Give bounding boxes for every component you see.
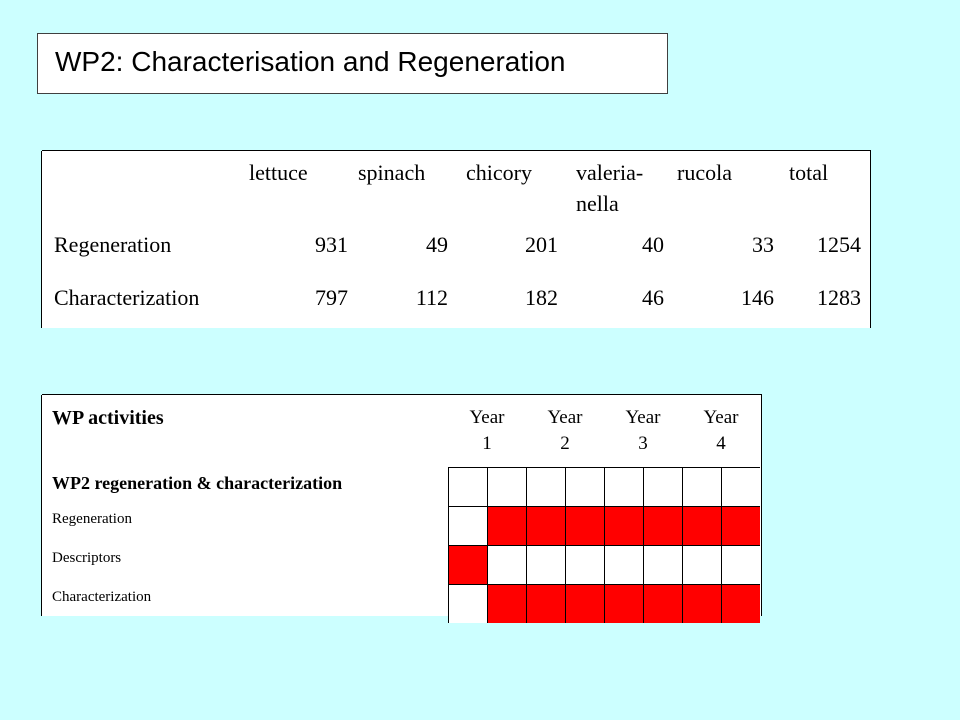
- year-4-label: Year: [703, 407, 739, 428]
- table-cell: 797: [315, 285, 348, 310]
- gantt-cell-active: [565, 584, 604, 623]
- gantt-cell: [526, 467, 565, 506]
- page-title: WP2: Characterisation and Regeneration: [55, 46, 566, 77]
- table-cell: 33: [752, 232, 774, 257]
- table-cell: 146: [741, 285, 774, 310]
- gantt-cell-active: [643, 506, 682, 545]
- section-label: WP2 regeneration & characterization: [52, 473, 343, 493]
- gantt-header-label: WP activities: [52, 407, 164, 429]
- table-cell: 46: [642, 285, 664, 310]
- year-2-header: [526, 405, 604, 457]
- year-4-header: [682, 405, 760, 457]
- row-label-regeneration: Regeneration: [54, 232, 172, 257]
- gantt-cell: [682, 467, 721, 506]
- year-1-number: 1: [482, 433, 492, 454]
- gantt-cell: [721, 545, 760, 584]
- title-box: [37, 33, 668, 94]
- year-2-number: 2: [560, 433, 570, 454]
- gantt-cell-active: [643, 584, 682, 623]
- gantt-cell-active: [565, 506, 604, 545]
- gantt-cell: [643, 545, 682, 584]
- gantt-cell: [448, 467, 487, 506]
- gantt-cell-active: [448, 545, 487, 584]
- table-cell: 182: [525, 285, 558, 310]
- year-3-header: [604, 405, 682, 457]
- gantt-cell: [721, 467, 760, 506]
- gantt-cell: [448, 584, 487, 623]
- header-spinach: spinach: [358, 160, 426, 185]
- table-left-border: [41, 395, 42, 616]
- table-cell: 201: [525, 232, 558, 257]
- header-valerianella-2: nella: [576, 191, 619, 216]
- year-2-label: Year: [547, 407, 583, 428]
- table-cell: 931: [315, 232, 348, 257]
- year-3-label: Year: [625, 407, 661, 428]
- gantt-cell: [487, 467, 526, 506]
- header-valerianella-1: valeria-: [576, 160, 644, 185]
- gantt-cell-active: [487, 584, 526, 623]
- table-cell: 40: [642, 232, 664, 257]
- gantt-cell-active: [526, 506, 565, 545]
- row-label-characterization: Characterization: [52, 589, 152, 605]
- gantt-cell-active: [721, 506, 760, 545]
- gantt-cell: [565, 467, 604, 506]
- gantt-cell: [643, 467, 682, 506]
- gantt-cell: [526, 545, 565, 584]
- table-cell: 1254: [817, 232, 861, 257]
- table-cell: 112: [415, 285, 448, 310]
- species-table: [42, 150, 871, 328]
- gantt-cell-active: [682, 584, 721, 623]
- header-total: total: [789, 160, 829, 185]
- gantt-cell: [487, 545, 526, 584]
- year-4-number: 4: [716, 433, 726, 454]
- header-lettuce: lettuce: [249, 160, 308, 185]
- year-3-number: 3: [638, 433, 648, 454]
- table-cell: 49: [426, 232, 448, 257]
- gantt-cell: [565, 545, 604, 584]
- year-1-header: [448, 405, 526, 457]
- gantt-cell-active: [682, 506, 721, 545]
- gantt-cell: [682, 545, 721, 584]
- gantt-cell-active: [487, 506, 526, 545]
- header-chicory: chicory: [466, 160, 532, 185]
- gantt-table: [42, 394, 762, 616]
- year-1-label: Year: [469, 407, 505, 428]
- gantt-cell: [604, 467, 643, 506]
- header-rucola: rucola: [677, 160, 732, 185]
- row-label-regeneration: Regeneration: [52, 511, 132, 527]
- gantt-cell-active: [604, 506, 643, 545]
- table-left-border: [41, 151, 42, 328]
- row-label-characterization: Characterization: [54, 285, 200, 310]
- table-cell: 1283: [817, 285, 861, 310]
- gantt-cell-active: [604, 584, 643, 623]
- row-label-descriptors: Descriptors: [52, 550, 122, 566]
- gantt-cell-active: [721, 584, 760, 623]
- gantt-cell: [604, 545, 643, 584]
- gantt-cell-active: [526, 584, 565, 623]
- gantt-cell: [448, 506, 487, 545]
